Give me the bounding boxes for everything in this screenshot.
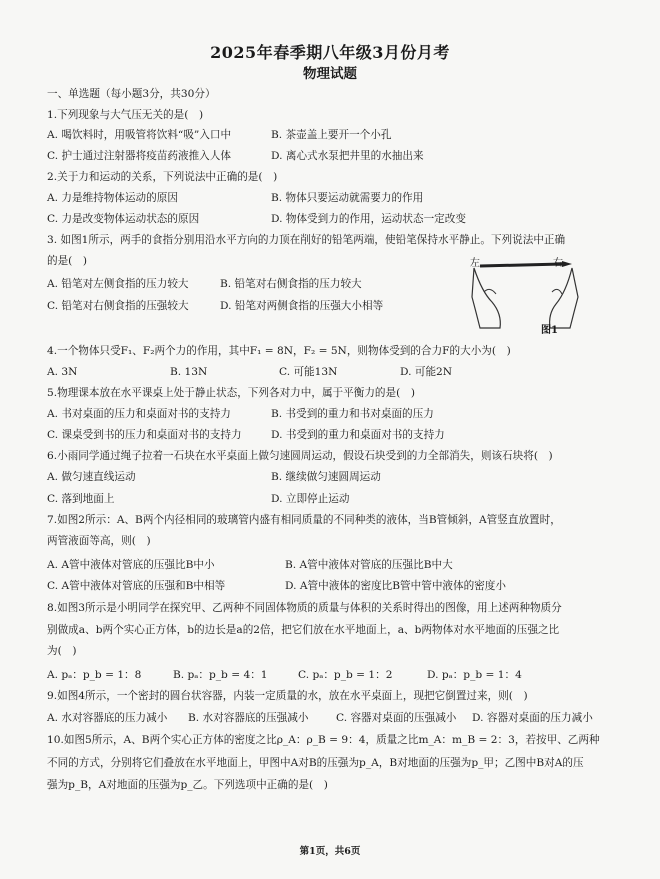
question-3-stem-line-1: 3. 如图1所示，两手的食指分别用沿水平方向的力顶在削好的铅笔两端，使铅笔保持水平静止。下列说法中正确 — [47, 234, 566, 246]
exam-title: 2025年春季期八年级3月份月考 — [210, 43, 450, 62]
figure-1-right-label: 右 — [553, 258, 563, 269]
question-4-stem: 4.一个物体只受F₁、F₂两个力的作用，其中F₁ = 8N，F₂ = 5N，则物体受到的合力F的大小为( ) — [47, 345, 511, 357]
q5-option-b: B. 书受到的重力和书对桌面的压力 — [271, 408, 434, 420]
q7-option-b: B. A管中液体对管底的压强比B中大 — [285, 559, 453, 571]
question-10-stem-line-1: 10.如图5所示，A、B两个实心正方体的密度之比ρ_A：ρ_B = 9：4，质量之比m_A：m_B = 2：3，若按甲、乙两种 — [47, 734, 600, 746]
question-2-stem: 2.关于力和运动的关系，下列说法中正确的是( ) — [47, 171, 278, 183]
exam-subtitle: 物理试题 — [303, 66, 357, 82]
question-10-stem-line-3: 强为p_B，A对地面的压强为p_乙。下列选项中正确的是( ) — [47, 779, 328, 791]
q8-option-c: C. pₐ：p_b = 1：2 — [298, 669, 393, 681]
question-7-stem-line-2: 两管液面等高，则( ) — [47, 535, 151, 547]
q3-option-c: C. 铅笔对右侧食指的压强较大 — [47, 300, 189, 312]
section-heading: 一、单选题（每小题3分，共30分） — [47, 88, 216, 100]
q9-option-d: D. 容器对桌面的压力减小 — [472, 712, 593, 724]
q8-option-b: B. pₐ：p_b = 4：1 — [173, 669, 268, 681]
q3-option-a: A. 铅笔对左侧食指的压力较大 — [47, 278, 189, 290]
q5-option-a: A. 书对桌面的压力和桌面对书的支持力 — [47, 408, 231, 420]
q6-option-b: B. 继续做匀速圆周运动 — [271, 471, 381, 483]
q5-option-d: D. 书受到的重力和桌面对书的支持力 — [271, 429, 445, 441]
figure-1-left-label: 左 — [470, 258, 480, 269]
q7-option-d: D. A管中液体的密度比B管中管中液体的密度小 — [285, 580, 506, 592]
q6-option-c: C. 落到地面上 — [47, 493, 115, 505]
figure-1-caption: 图1 — [541, 325, 558, 336]
q9-option-c: C. 容器对桌面的压强减小 — [336, 712, 457, 724]
q2-option-c: C. 力是改变物体运动状态的原因 — [47, 213, 200, 225]
q7-option-a: A. A管中液体对管底的压强比B中小 — [47, 559, 215, 571]
q4-option-d: D. 可能2N — [400, 366, 453, 378]
figure-1-pencil-illustration — [462, 252, 592, 332]
q1-option-b: B. 茶壶盖上要开一个小孔 — [271, 129, 392, 141]
question-1-stem: 1.下列现象与大气压无关的是( ) — [47, 109, 204, 121]
q2-option-d: D. 物体受到力的作用，运动状态一定改变 — [271, 213, 466, 225]
question-6-stem: 6.小雨同学通过绳子拉着一石块在水平桌面上做匀速圆周运动，假设石块受到的力全部消失，则该石块将( ) — [47, 450, 553, 462]
question-5-stem: 5.物理课本放在水平课桌上处于静止状态，下列各对力中，属于平衡力的是( ) — [47, 387, 415, 399]
q2-option-b: B. 物体只要运动就需要力的作用 — [271, 192, 424, 204]
question-8-stem-line-1: 8.如图3所示是小明同学在探究甲、乙两种不同固体物质的质量与体积的关系时得出的图像，用上述两种物质分 — [47, 602, 562, 614]
q6-option-a: A. 做匀速直线运动 — [47, 471, 136, 483]
page-footer: 第1页，共6页 — [299, 846, 361, 857]
q3-option-d: D. 铅笔对两侧食指的压强大小相等 — [220, 300, 384, 312]
q8-option-a: A. pₐ：p_b = 1：8 — [47, 669, 142, 681]
question-8-stem-line-2: 别做成a、b两个实心正方体，b的边长是a的2倍，把它们放在水平地面上，a、b两物体对水平地面的压强之比 — [47, 624, 560, 636]
q4-option-b: B. 13N — [170, 366, 208, 378]
q5-option-c: C. 课桌受到书的压力和桌面对书的支持力 — [47, 429, 242, 441]
question-7-stem-line-1: 7.如图2所示：A、B两个内径相同的玻璃管内盛有相同质量的不同种类的液体，当B管倾斜，A管竖直放置时， — [47, 514, 561, 526]
q2-option-a: A. 力是维持物体运动的原因 — [47, 192, 178, 204]
q9-option-b: B. 水对容器底的压强减小 — [188, 712, 309, 724]
q8-option-d: D. pₐ：p_b = 1：4 — [427, 669, 522, 681]
q1-option-a: A. 喝饮料时，用吸管将饮料“吸”入口中 — [47, 129, 232, 141]
question-9-stem: 9.如图4所示，一个密封的圆台状容器，内装一定质量的水，放在水平桌面上，现把它倒置过来，则( ) — [47, 690, 528, 702]
q1-option-c: C. 护士通过注射器将疫苗药液推入人体 — [47, 150, 231, 162]
question-10-stem-line-2: 不同的方式，分别将它们叠放在水平地面上，甲图中A对B的压强为p_A，B对地面的压强为p_甲；乙图中B对A的压 — [47, 757, 584, 769]
q3-option-b: B. 铅笔对右侧食指的压力较大 — [220, 278, 362, 290]
q1-option-d: D. 离心式水泵把井里的水抽出来 — [271, 150, 424, 162]
q9-option-a: A. 水对容器底的压力减小 — [47, 712, 168, 724]
question-3-stem-line-2: 的是( ) — [47, 255, 88, 267]
q4-option-c: C. 可能13N — [279, 366, 338, 378]
q4-option-a: A. 3N — [47, 366, 78, 378]
q7-option-c: C. A管中液体对管底的压强和B中相等 — [47, 580, 226, 592]
question-8-stem-line-3: 为( ) — [47, 645, 77, 657]
q6-option-d: D. 立即停止运动 — [271, 493, 350, 505]
